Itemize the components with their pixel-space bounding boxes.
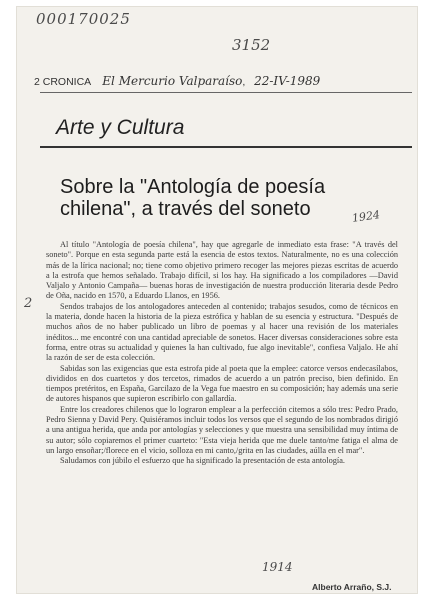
archive-number-annotation: 3152 (232, 36, 271, 54)
section-title: Arte y Cultura (56, 116, 185, 139)
paragraph: Entre los creadores chilenos que lo lograron emplear a la perfección citemos a sólo tres: Pedro Prado, Pedro Sienna y David Pery. Quisiéramos incluir todos los versos que el segundo de los nombrados dirigió a una antigua herida, que anda por antologías y selecciones y que muestra una sensibilidad muy íntima de su autor; sólo copiaremos el primer cuarteto: "Esta vieja herida que me duele tanto/me fatiga el alma de un largo ensoñar;/florece en el vicio, solloza en mi canto,/grita en las ciudades, aúlla en el mar". (46, 404, 398, 455)
article-body (46, 240, 398, 467)
section-number: 2 CRONICA (34, 76, 91, 88)
author-signature: Alberto Arraño, S.J. (312, 582, 392, 592)
foot-note-annotation: 1914 (262, 560, 293, 574)
paragraph: Sabidas son las exigencias que esta estrofa pide al poeta que la emplee: catorce versos endecasílabos, divididos en dos cuartetos y dos tercetos, rimados de acuerdo a un patrón preciso, bien definido. En tiempos pretéritos, en España, Garcilazo de la Vega fue maestro en su composición; hay además una serie de autores hispanos que supieron escribirlo con gallardía. (46, 363, 398, 404)
newspaper-header: 2 CRONICA El Mercurio Valparaíso, 22-IV-1989 (34, 74, 321, 88)
side-note-annotation: 1924 (351, 208, 381, 225)
margin-mark-annotation: 2 (24, 296, 33, 311)
archive-code-annotation: 000170025 (36, 10, 131, 28)
publication-date: 22-IV-1989 (254, 74, 321, 88)
paragraph: Sendos trabajos de los antologadores anteceden al contenido; trabajos sesudos, como de técnicos en la materia, donde hacen la historia de la pieza estrófica y hablan de su esencia y estructura. "Después de muchos años de no haber publicado un libro de poemas y al hacer una revisión de los materiales inéditos... me encontré con una cantidad apreciable de sonetos. Hacer diversas consideraciones sobre esta forma, entre otras su actualidad y quienes la han cultivado, fue algo inevitable", confiesa Valjalo. He ahí la razón de ser de esta colección. (46, 301, 398, 363)
article-headline: Sobre la "Antología de poesía chilena", a través del soneto (60, 176, 326, 220)
section-divider (40, 146, 412, 148)
paragraph: Al título "Antología de poesía chilena", hay que agregarle de inmediato esta frase: "A través del soneto". Porque en esta segunda parte está la esencia de estos textos. Naturalmente, no es una colección más de la lírica nacional; no; tiene como objetivo primero recoger las mejores piezas escritas de acuerdo a la estrofa que hemos señalado. Trabajo difícil, si los hay. Ha significado a los compiladores —David Valjalo y Antonio Campaña— buenas horas de investigación de nuestra producción literaria desde Pedro de Oña, nacido en 1570, a Eduardo Llanos, en 1956. (46, 240, 398, 301)
header-divider (40, 92, 412, 93)
newspaper-name: El Mercurio Valparaíso (102, 74, 243, 88)
paragraph: Saludamos con júbilo el esfuerzo que ha significado la presentación de esta antología. (60, 456, 345, 466)
